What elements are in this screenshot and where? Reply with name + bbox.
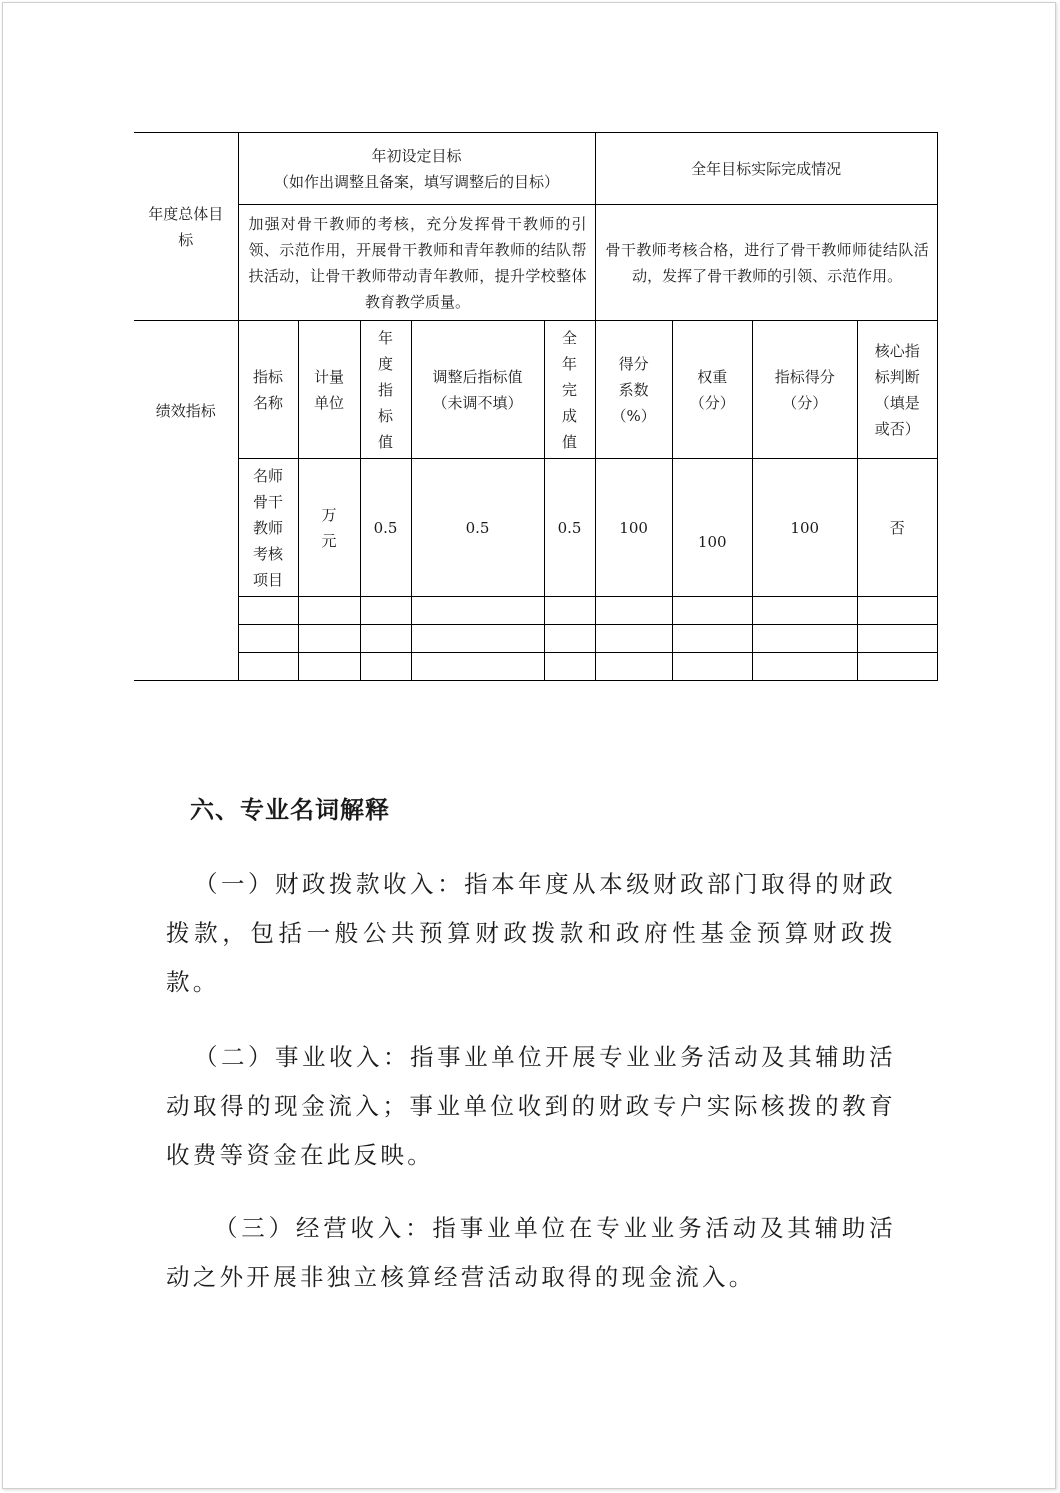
col-header-annual-value: 年度指标值	[360, 321, 411, 459]
col-header-unit: 计量单位	[298, 321, 360, 459]
section-heading: 六、专业名词解释	[190, 796, 390, 824]
annual-goal-label: 年度总体目标	[134, 133, 238, 321]
initial-goal-header	[238, 133, 595, 205]
row1-annual-value: 0.5	[360, 459, 411, 597]
row1-adjusted-value: 0.5	[411, 459, 544, 597]
row1-score-coef: 100	[595, 459, 672, 597]
actual-header: 全年目标实际完成情况	[595, 133, 937, 205]
row1-weight: 100	[672, 459, 752, 597]
col-header-name: 指标名称	[238, 321, 298, 459]
col-header-score: 指标得分（分）	[752, 321, 857, 459]
row1-unit: 万元	[298, 459, 360, 597]
definition-paragraph-2: （二）事业收入：指事业单位开展专业业务活动及其辅助活动取得的现金流入；事业单位收到的财政专户实际核拨的教育收费等资金在此反映。	[166, 1043, 896, 1169]
col-header-weight: 权重（分）	[672, 321, 752, 459]
row1-core: 否	[857, 459, 937, 597]
definition-paragraph-1: （一）财政拨款收入：指本年度从本级财政部门取得的财政拨款，包括一般公共预算财政拨款和政府性基金预算财政拨款。	[166, 870, 896, 996]
actual-text: 骨干教师考核合格，进行了骨干教师师徒结队活动，发挥了骨干教师的引领、示范作用。	[595, 205, 937, 321]
col-header-core: 核心指标判断（填是或否）	[857, 321, 937, 459]
empty-row	[134, 625, 937, 653]
initial-goal-header-line1: 年初设定目标	[371, 146, 462, 165]
row1-name: 名师骨干教师考核项目	[238, 459, 298, 597]
initial-goal-header-line2: （如作出调整且备案，填写调整后的目标）	[273, 172, 559, 191]
definition-paragraph-3: （三）经营收入：指事业单位在专业业务活动及其辅助活动之外开展非独立核算经营活动取得的现金流入。	[166, 1214, 896, 1291]
performance-table	[134, 132, 938, 681]
empty-row	[134, 653, 937, 681]
col-header-score-coef: 得分系数（%）	[595, 321, 672, 459]
row1-completed-value: 0.5	[544, 459, 595, 597]
col-header-completed-value: 全年完成值	[544, 321, 595, 459]
perf-label: 绩效指标	[134, 321, 238, 681]
empty-row	[134, 597, 937, 625]
row1-score: 100	[752, 459, 857, 597]
col-header-adjusted-value: 调整后指标值（未调不填）	[411, 321, 544, 459]
initial-goal-text: 加强对骨干教师的考核，充分发挥骨干教师的引领、示范作用，开展骨干教师和青年教师的结队帮扶活动，让骨干教师带动青年教师，提升学校整体教育教学质量。	[238, 205, 595, 321]
